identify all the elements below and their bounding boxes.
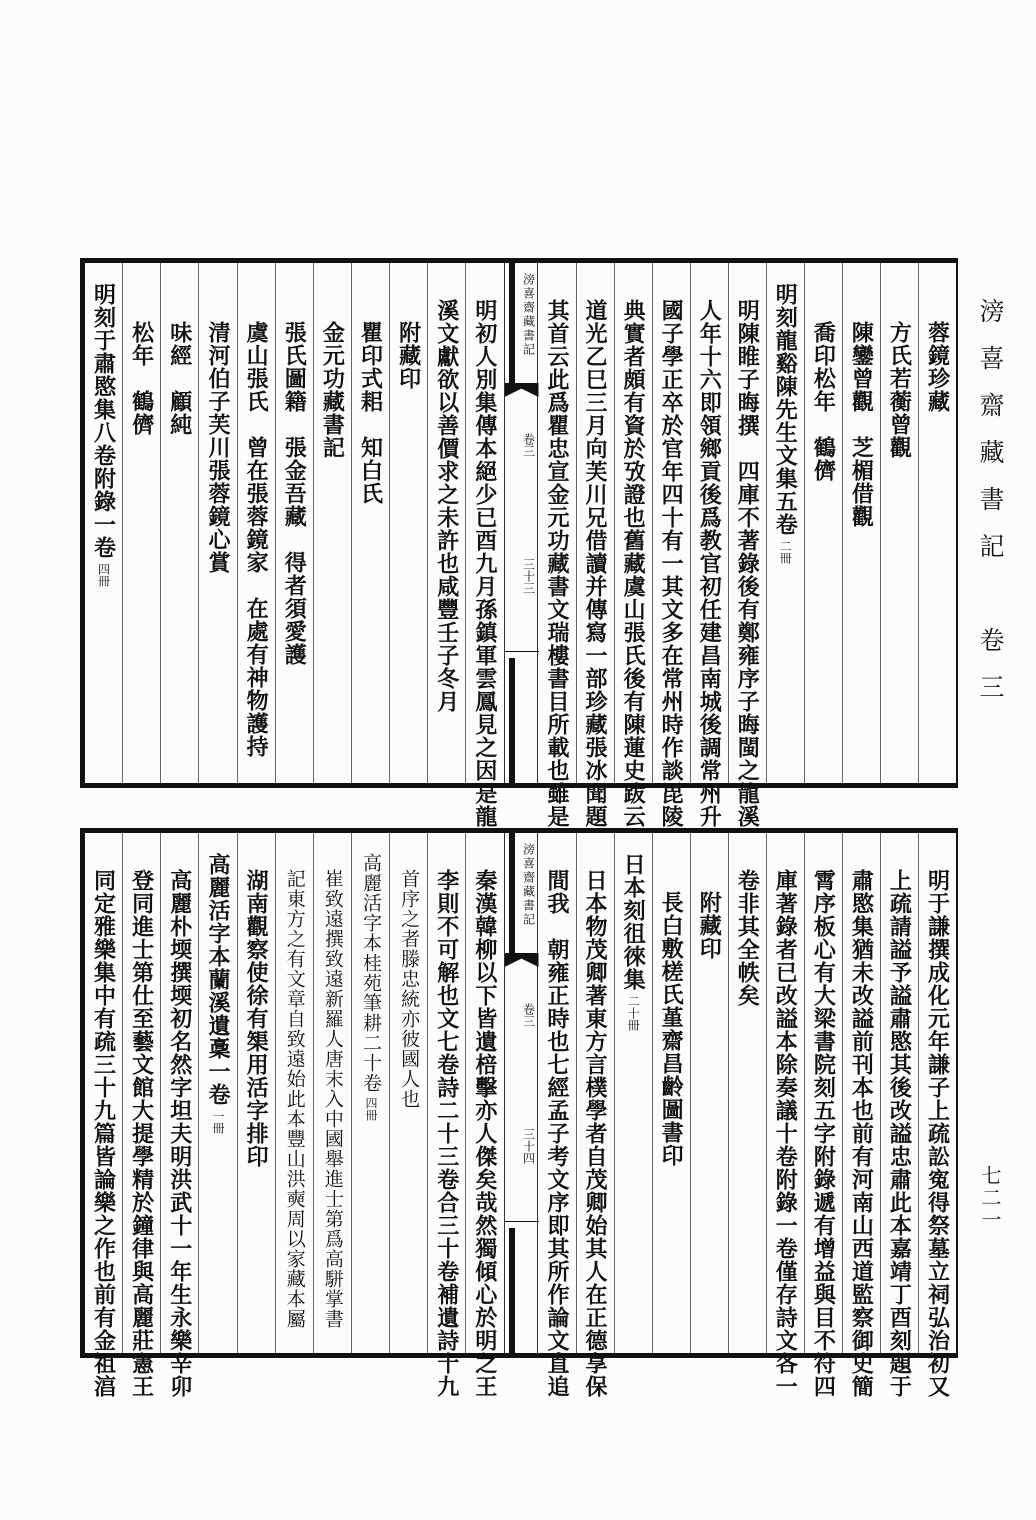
fishtail-bar-bottom [509,658,515,783]
center-fold [504,833,538,1353]
column-main-text: 霄序板心有大梁書院刻五字附錄遞有增益與目不符四 [810,869,837,1398]
column-text [696,891,723,960]
column-text [924,869,951,1398]
text-column [85,263,122,783]
text-column [728,263,766,828]
column-text [243,321,270,758]
text-column [389,263,427,783]
column-text [204,321,231,574]
fold-volume: 卷三 [521,1003,536,1027]
text-column [880,833,918,1398]
text-column [198,263,236,783]
column-text [886,321,913,459]
text-column [465,833,503,1398]
text-column [351,833,389,1353]
text-column [313,263,351,783]
text-column [728,833,766,1353]
text-column [351,263,389,783]
column-text [361,853,380,1121]
text-column [880,263,918,783]
fold-volume: 卷三 [521,433,536,457]
fishtail-mark [505,953,539,967]
column-main-text: 明陳睢子晦撰 四庫不著錄後有鄭雍序子晦閩之龍溪 [734,299,761,828]
volume-count-note: 四冊 [96,563,111,587]
column-main-text: 附藏印 [696,891,723,960]
column-main-text: 附藏印 [395,321,422,390]
column-text [398,869,421,1109]
column-text [166,321,193,436]
fold-rule [505,1221,539,1222]
text-column [842,263,880,783]
text-column [313,833,351,1353]
column-main-text: 上疏請謚予謚肅愍其後改謚忠肅此本嘉靖丁酉刻題于 [886,869,913,1398]
column-main-text: 高麗活字本蘭溪遺稾一卷 [204,853,231,1106]
text-column [465,263,503,828]
text-column [652,833,690,1353]
text-column [766,833,804,1398]
text-column [804,833,842,1398]
column-text [658,299,685,828]
center-fold [504,263,538,783]
column-main-text: 典實者頗有資於攷證也舊藏虞山張氏後有陳蓮史跋云 [620,299,647,828]
text-column [237,833,275,1353]
column-main-text: 庫著錄者已改謚本除奏議十卷附錄一卷僅存詩文各一 [772,869,799,1398]
column-text [433,869,460,1398]
text-column [275,833,313,1353]
column-text [620,299,647,828]
text-column [427,263,465,783]
column-main-text: 記東方之有文章自致遠始此本豐山洪奭周以家藏本屬 [283,869,306,1329]
text-column [614,263,652,828]
text-column [85,833,122,1398]
upper-text-block [80,258,958,828]
text-column [614,833,652,1353]
column-text [243,869,270,1168]
column-main-text: 高麗活字本桂苑筆耕二十卷 [360,853,382,1093]
column-text [128,869,155,1398]
text-column [766,263,804,783]
left-half [85,263,504,828]
text-column [918,263,956,783]
left-half [85,833,504,1398]
column-main-text: 蓉鏡珍藏 [924,321,951,413]
column-text [886,869,913,1398]
column-text [582,299,609,828]
column-main-text: 長白敷槎氏堇齋昌齡圖書印 [658,891,685,1167]
column-text [128,321,155,436]
volume-count-note: 四冊 [364,1097,378,1121]
text-column [160,833,198,1398]
column-text [357,321,384,505]
column-main-text: 明刻龍谿陳先生文集五卷 [772,283,799,536]
column-text [772,283,799,564]
column-main-text: 高麗朴堧撰堧初名然字坦夫明洪武十一年生永樂辛卯 [166,869,193,1398]
column-text [772,869,799,1398]
text-column [122,263,160,783]
column-main-text: 李則不可解也文七卷詩二十三卷合三十卷補遺詩十九 [433,869,460,1398]
column-main-text: 日本物茂卿著東方言樸學者自茂卿始其人在正德享保 [582,869,609,1398]
text-column [918,833,956,1398]
text-column [198,833,236,1353]
column-text [323,869,342,1329]
text-column [427,833,465,1398]
column-text [734,869,761,1007]
text-column [690,833,728,1353]
column-main-text: 清河伯子芙川張蓉鏡心賞 [204,321,231,574]
column-text [433,299,460,713]
column-text [924,321,951,413]
column-main-text: 登同進士第仕至藝文館大提學精於鐘律與高麗莊憲王 [128,869,155,1398]
fold-page-number: 三十三 [521,558,536,594]
column-text [696,299,723,828]
column-main-text: 明于謙撰成化元年謙子上疏訟寃得祭墓立祠弘治初又 [924,869,951,1398]
text-column [576,833,614,1398]
text-column [690,263,728,828]
column-main-text: 間我 朝雍正時也七經孟子考文序即其所作論文直追 [544,869,570,1398]
page-number: 七二一 [978,1165,1002,1231]
column-main-text: 明刻于肅愍集八卷附錄一卷 [90,283,117,559]
running-title: 滂喜齋藏書記 卷三 [976,298,1005,721]
text-column [237,263,275,783]
column-text [471,869,498,1398]
volume-count-note: 二十冊 [626,995,641,1031]
text-column [275,263,313,783]
column-text [90,869,117,1398]
column-text [848,869,875,1398]
column-main-text: 肅愍集猶未改謚前刊本也前有河南山西道監察御史簡 [848,869,875,1398]
volume-count-note: 二冊 [778,540,793,564]
fold-page-number: 三十四 [521,1128,536,1164]
column-main-text: 明初人別集傳本絕少已酉九月孫鎮軍雲鳳見之因是龍 [471,299,498,828]
column-text [658,891,685,1167]
column-text [546,299,568,828]
text-column [842,833,880,1398]
right-half [538,263,957,828]
column-main-text: 道光乙巳三月向芙川兄借讀并傳寫一部珍藏張冰聞題 [582,299,609,828]
column-main-text: 松年 鶴儕 [128,321,155,436]
column-main-text: 卷非其全帙矣 [734,869,761,1007]
column-text [319,321,346,459]
column-main-text: 溪文獻欲以善價求之未許也咸豐壬子冬月 [433,299,460,713]
column-text [848,321,875,528]
text-column [537,833,575,1398]
fold-rule [505,651,539,652]
fold-title: 滂喜齋藏書記 [521,273,536,357]
column-text [810,321,837,482]
fishtail-bar-top [509,263,515,388]
column-main-text: 首序之者滕忠統亦彼國人也 [398,869,421,1109]
column-text [281,321,308,666]
column-main-text: 方氏若蘅曾觀 [886,321,913,459]
column-text [471,299,498,828]
column-main-text: 味經 顧純 [166,321,193,436]
column-main-text: 張氏圖籍 張金吾藏 得者須愛護 [281,321,308,666]
column-text [734,299,761,828]
column-text [582,869,609,1398]
column-text [810,869,837,1398]
column-main-text: 其首云此爲瞿忠宣金元功藏書文瑞樓書目所載也雖是 [544,299,570,828]
volume-count-note: 一冊 [210,1110,225,1134]
text-column [122,833,160,1398]
column-main-text: 秦漢韓柳以下皆遺棓擊亦人傑矣哉然獨傾心於明之王 [471,869,498,1398]
column-main-text: 虞山張氏 曾在張蓉鏡家 在處有神物護持 [243,321,270,758]
column-text [546,869,568,1398]
column-text [204,853,231,1134]
column-main-text: 金元功藏書記 [319,321,346,459]
column-main-text: 國子學正卒於官年四十有一其文多在常州時作談毘陵 [658,299,685,828]
text-column [652,263,690,828]
fold-title: 滂喜齋藏書記 [521,843,536,927]
column-main-text: 湖南觀察使徐有榘用活字排印 [243,869,270,1168]
column-text [620,853,647,1031]
column-main-text: 喬印松年 鶴儕 [810,321,837,482]
column-text [166,869,193,1398]
fishtail-bar-top [509,833,515,958]
lower-text-block [80,828,958,1398]
right-half [538,833,957,1398]
column-text [285,869,304,1329]
text-column [537,263,575,828]
column-main-text: 瞿印式耜 知白氏 [357,321,384,505]
column-text [90,283,117,587]
column-main-text: 日本刻徂徠集 [620,853,647,991]
text-column [804,263,842,783]
text-column [576,263,614,828]
text-column [160,263,198,783]
fishtail-bar-bottom [509,1228,515,1353]
text-column [389,833,427,1353]
column-text [395,321,422,390]
column-main-text: 同定雅樂集中有疏三十九篇皆論樂之作也前有金祖湻 [90,869,117,1398]
column-main-text: 人年十六即領鄉貢後爲教官初任建昌南城後調常州升 [696,299,723,828]
fishtail-mark [505,383,539,397]
column-main-text: 陳鑾曾觀 芝楣借觀 [848,321,875,528]
column-main-text: 崔致遠撰致遠新羅人唐末入中國舉進士第爲高駢掌書 [321,869,344,1329]
